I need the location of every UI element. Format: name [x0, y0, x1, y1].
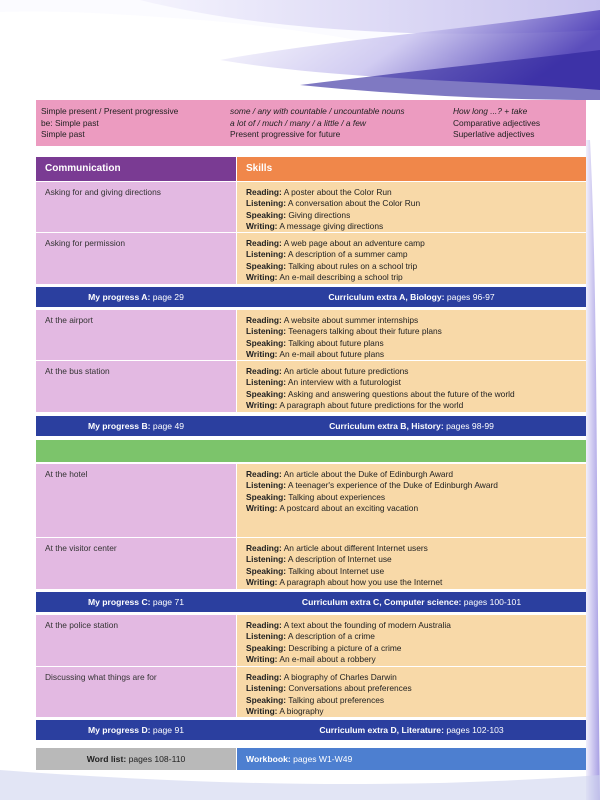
listening-label: Listening: — [246, 377, 287, 388]
listening-text: A description of a summer camp — [287, 249, 408, 260]
listening-label: Listening: — [246, 198, 287, 209]
speaking-label: Speaking: — [246, 209, 287, 220]
writing-label: Writing: — [246, 654, 278, 665]
grammar-column-3 — [453, 106, 540, 141]
my-progress-label: My progress A: — [88, 292, 151, 302]
curriculum-extra-label: Curriculum extra A, Biology: — [328, 292, 445, 302]
my-progress-pages: page 49 — [150, 421, 184, 431]
word-list-pages: pages 108-110 — [126, 754, 186, 764]
writing-text: A message giving directions — [279, 221, 384, 232]
writing-text: An e-mail about future plans — [279, 349, 385, 360]
curriculum-extra-label: Curriculum extra D, Literature: — [319, 725, 444, 735]
my-progress-pages: page 71 — [150, 597, 184, 607]
communication-cell: At the airport — [36, 310, 236, 360]
grammar-item: Present progressive for future — [230, 129, 341, 139]
curriculum-extra-label: Curriculum extra B, History: — [329, 421, 444, 431]
word-list-footer — [36, 748, 236, 770]
speaking-text: Asking and answering questions about the future of the world — [287, 388, 515, 399]
skills-cell — [237, 464, 586, 537]
writing-label: Writing: — [246, 272, 278, 283]
writing-label: Writing: — [246, 221, 278, 232]
reading-text: An article about future predictions — [283, 366, 409, 376]
grammar-column-2 — [230, 106, 405, 141]
grammar-item: Comparative adjectives — [453, 117, 541, 128]
reading-label: Reading: — [246, 543, 282, 553]
reading-label: Reading: — [246, 620, 282, 630]
listening-text: A teenager's experience of the Duke of Edinburgh Award — [287, 480, 498, 491]
grammar-item: Superlative adjectives — [453, 129, 535, 139]
curriculum-extra-pages: pages 96-97 — [444, 292, 495, 302]
speaking-text: Talking about preferences — [288, 694, 385, 705]
speaking-text: Giving directions — [288, 209, 351, 220]
writing-text: A postcard about an exciting vacation — [279, 503, 419, 514]
listening-text: Teenagers talking about their future plans — [288, 326, 442, 337]
speaking-text: Describing a picture of a crime — [288, 642, 402, 653]
writing-label: Writing: — [246, 577, 278, 588]
speaking-label: Speaking: — [246, 565, 287, 576]
communication-cell: At the hotel — [36, 464, 236, 537]
my-progress-pages: page 29 — [150, 292, 184, 302]
grammar-strip — [36, 100, 586, 146]
skills-cell — [237, 361, 586, 412]
reading-label: Reading: — [246, 187, 282, 197]
reading-label: Reading: — [246, 469, 282, 479]
reading-text: A website about summer internships — [283, 315, 419, 325]
my-progress-label: My progress C: — [87, 597, 151, 607]
word-list-label: Word list: — [86, 754, 127, 764]
listening-text: A description of a crime — [287, 631, 375, 642]
speaking-label: Speaking: — [246, 388, 287, 399]
listening-text: A conversation about the Color Run — [287, 198, 421, 209]
grammar-item: some / any with countable / uncountable nouns — [230, 106, 405, 116]
curriculum-extra-pages: pages 98-99 — [443, 421, 494, 431]
reading-text: An article about different Internet users — [283, 543, 428, 553]
reading-label: Reading: — [246, 238, 282, 248]
curriculum-extra-label: Curriculum extra C, Computer science: — [301, 597, 462, 607]
speaking-label: Speaking: — [246, 260, 287, 271]
speaking-label: Speaking: — [246, 491, 287, 502]
progress-band — [36, 720, 586, 740]
communication-cell: Asking for permission — [36, 233, 236, 284]
reading-label: Reading: — [246, 672, 282, 682]
skills-cell — [237, 310, 586, 360]
grammar-item: How long ...? + take — [453, 106, 528, 116]
grammar-item: a lot of / much / many / a little / a few — [230, 117, 366, 128]
writing-label: Writing: — [246, 349, 278, 360]
writing-text: A biography — [279, 706, 324, 717]
my-progress-pages: page 91 — [150, 725, 184, 735]
communication-cell: Discussing what things are for — [36, 667, 236, 717]
skills-cell — [237, 667, 586, 717]
writing-text: A paragraph about future predictions for the world — [279, 400, 464, 411]
communication-cell: Asking for and giving directions — [36, 182, 236, 232]
listening-text: An interview with a futurologist — [287, 377, 402, 388]
reading-label: Reading: — [246, 315, 282, 325]
listening-label: Listening: — [246, 631, 287, 642]
speaking-text: Talking about experiences — [288, 491, 386, 502]
speaking-label: Speaking: — [246, 642, 287, 653]
writing-label: Writing: — [246, 706, 278, 717]
listening-label: Listening: — [246, 326, 287, 337]
listening-label: Listening: — [246, 480, 287, 491]
writing-text: An e-mail about a robbery — [279, 654, 376, 665]
skills-cell — [237, 615, 586, 666]
skills-cell — [237, 233, 586, 284]
reading-text: A poster about the Color Run — [283, 187, 392, 197]
speaking-label: Speaking: — [246, 337, 287, 348]
listening-label: Listening: — [246, 683, 287, 694]
listening-label: Listening: — [246, 554, 287, 565]
reading-text: A web page about an adventure camp — [283, 238, 425, 248]
speaking-text: Talking about future plans — [288, 337, 384, 348]
reading-text: An article about the Duke of Edinburgh Award — [283, 469, 454, 479]
reading-text: A biography of Charles Darwin — [283, 672, 397, 682]
progress-band — [36, 287, 586, 307]
communication-cell: At the police station — [36, 615, 236, 666]
communication-cell: At the visitor center — [36, 538, 236, 589]
skills-cell — [237, 538, 586, 589]
curriculum-extra-pages: pages 102-103 — [443, 725, 504, 735]
curriculum-extra-pages: pages 100-101 — [461, 597, 522, 607]
communication-cell: At the bus station — [36, 361, 236, 412]
listening-text: Conversations about preferences — [288, 683, 412, 694]
writing-label: Writing: — [246, 400, 278, 411]
grammar-item: be: Simple past — [41, 117, 99, 128]
grammar-item: Simple past — [41, 129, 85, 139]
writing-text: A paragraph about how you use the Internet — [279, 577, 443, 588]
grammar-column-1 — [41, 106, 178, 141]
communication-header: Communication — [36, 157, 236, 181]
progress-band — [36, 592, 586, 612]
grammar-item: Simple present / Present progressive — [41, 106, 179, 116]
skills-cell — [237, 182, 586, 232]
speaking-text: Talking about rules on a school trip — [288, 260, 418, 271]
speaking-label: Speaking: — [246, 694, 287, 705]
progress-band — [36, 416, 586, 436]
writing-label: Writing: — [246, 503, 278, 514]
my-progress-label: My progress D: — [87, 725, 151, 735]
writing-text: An e-mail describing a school trip — [279, 272, 403, 283]
skills-header: Skills — [237, 157, 586, 181]
listening-label: Listening: — [246, 249, 287, 260]
reading-text: A text about the founding of modern Australia — [283, 620, 451, 630]
unit-divider — [36, 440, 586, 462]
listening-text: A description of Internet use — [287, 554, 392, 565]
workbook-footer — [237, 748, 586, 770]
workbook-label: Workbook: — [246, 754, 291, 764]
speaking-text: Talking about Internet use — [288, 565, 385, 576]
my-progress-label: My progress B: — [87, 421, 151, 431]
reading-label: Reading: — [246, 366, 282, 376]
workbook-pages: pages W1-W49 — [290, 754, 353, 764]
